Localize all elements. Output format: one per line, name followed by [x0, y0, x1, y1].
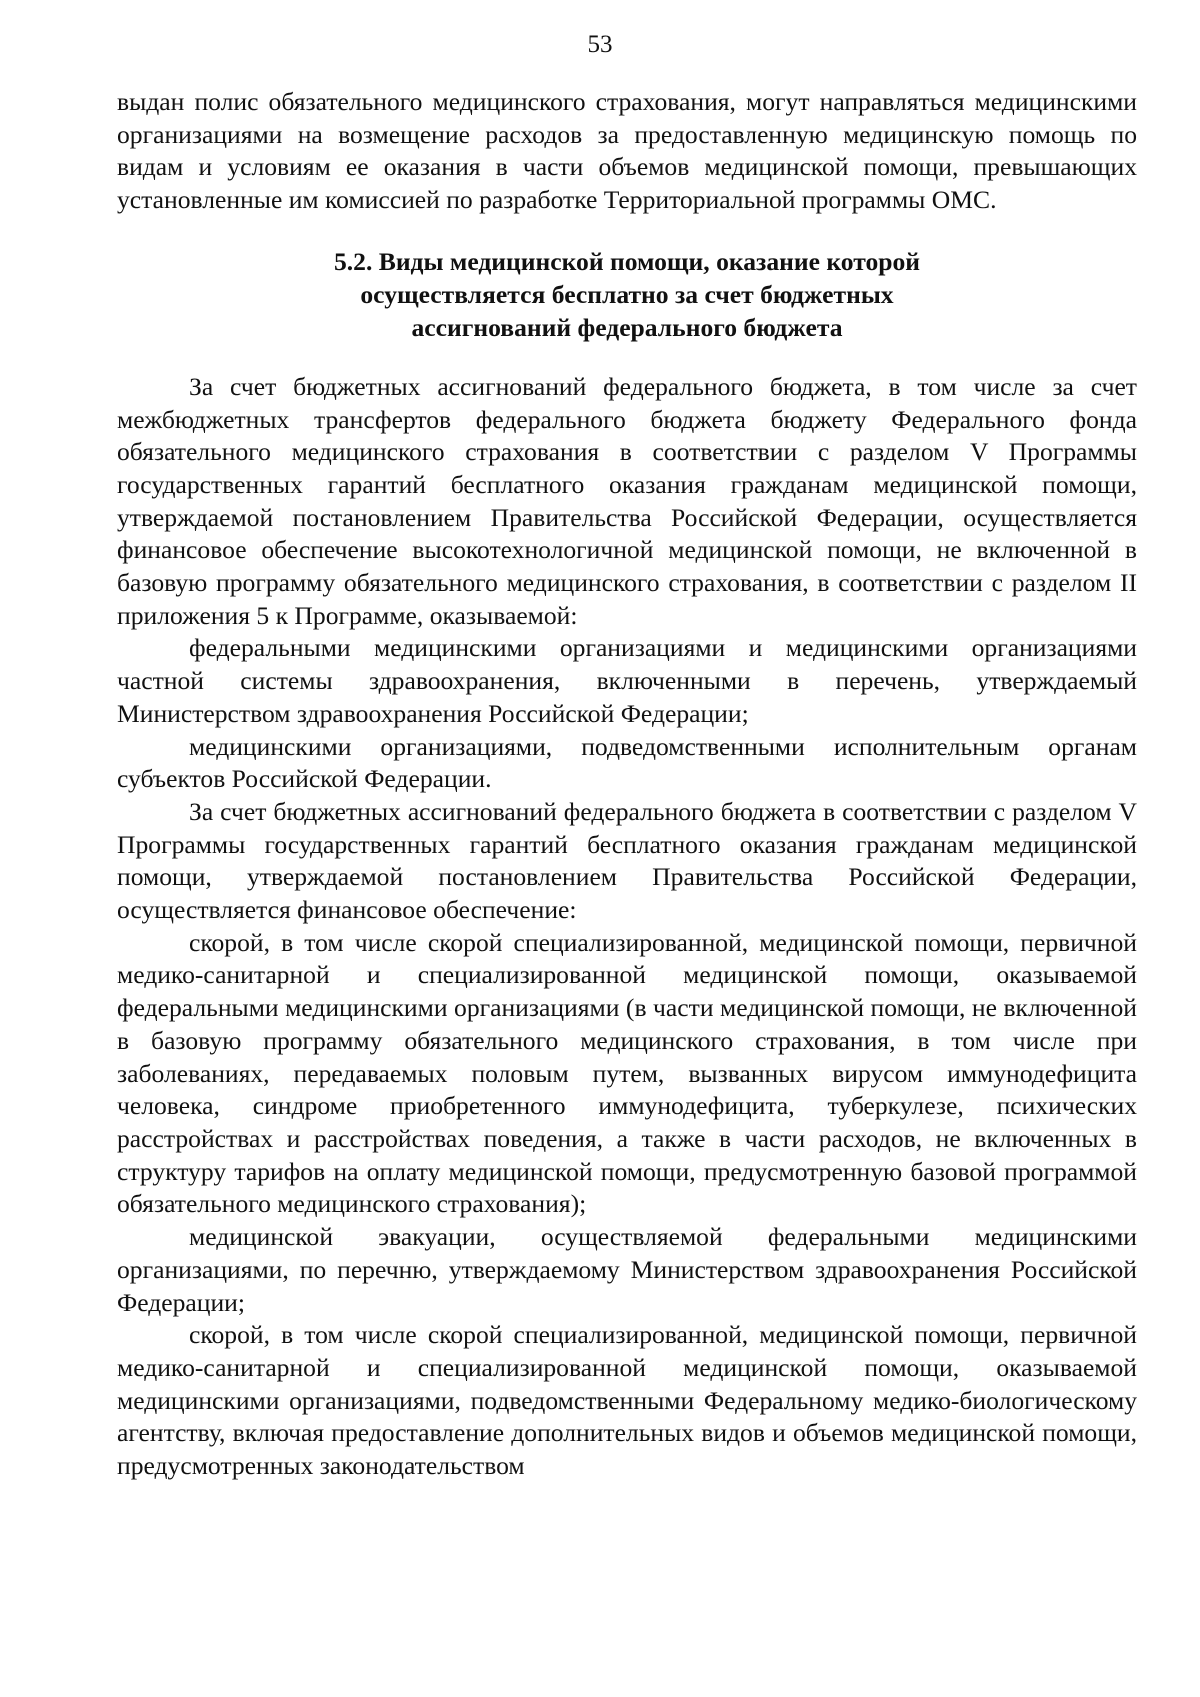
paragraph: скорой, в том числе скорой специализированной, медицинской помощи, первичной медико-санитарной и специализированной медицинской помощи, оказываемой медицинскими организациями, подведомственными Федеральному медико-биологическому агентству, включая предоставление дополнительных видов и объемов медицинской помощи, предусмотренных законодательством: [117, 1320, 1137, 1481]
paragraph: федеральными медицинскими организациями и медицинскими организациями частной системы здравоохранения, включенными в перечень, утверждаемый Министерством здравоохранения Российской Федерации;: [117, 633, 1137, 728]
paragraph: скорой, в том числе скорой специализированной, медицинской помощи, первичной медико-санитарной и специализированной медицинской помощи, оказываемой федеральными медицинскими организациями (в части медицинской помощи, не включенной в базовую программу обязательного медицинского страхования, в том числе при заболеваниях, передаваемых половым путем, вызванных вирусом иммунодефицита человека, синдроме приобретенного иммунодефицита, туберкулезе, психических расстройствах и расстройствах поведения, а также в части расходов, не включенных в структуру тарифов на оплату медицинской помощи, предусмотренную базовой программой обязательного медицинского страхования);: [117, 927, 1137, 1219]
paragraph: За счет бюджетных ассигнований федерального бюджета в соответствии с разделом V Программы государственных гарантий бесплатного оказания гражданам медицинской помощи, утверждаемой постановлением Правительства Российской Федерации, осуществляется финансовое обеспечение:: [117, 796, 1137, 925]
intro-paragraph: выдан полис обязательного медицинского страхования, могут направляться медицинскими организациями на возмещение расходов за предоставленную медицинскую помощь по видам и условиям ее оказания в части объемов медицинской помощи, превышающих установленные им комиссией по разработке Территориальной программы ОМС.: [117, 87, 1137, 215]
paragraph: медицинскими организациями, подведомственными исполнительным органам субъектов Российской Федерации.: [117, 731, 1137, 794]
section-heading-line-3: ассигнований федерального бюджета: [411, 312, 843, 342]
section-heading: [117, 245, 1137, 344]
section-heading-line-1: 5.2. Виды медицинской помощи, оказание которой: [333, 246, 921, 276]
paragraph: медицинской эвакуации, осуществляемой федеральными медицинскими организациями, по перечню, утверждаемому Министерством здравоохранения Российской Федерации;: [117, 1222, 1137, 1317]
section-heading-line-2: осуществляется бесплатно за счет бюджетных: [360, 279, 894, 309]
document-body: [117, 86, 1137, 1483]
page-number: 53: [587, 31, 613, 58]
paragraph: За счет бюджетных ассигнований федерального бюджета, в том числе за счет межбюджетных трансфертов федерального бюджета бюджету Федерального фонда обязательного медицинского страхования в соответствии с разделом V Программы государственных гарантий бесплатного оказания гражданам медицинской помощи, утверждаемой постановлением Правительства Российской Федерации, осуществляется финансовое обеспечение высокотехнологичной медицинской помощи, не включенной в базовую программу обязательного медицинского страхования, в соответствии с разделом II приложения 5 к Программе, оказываемой:: [117, 371, 1137, 630]
